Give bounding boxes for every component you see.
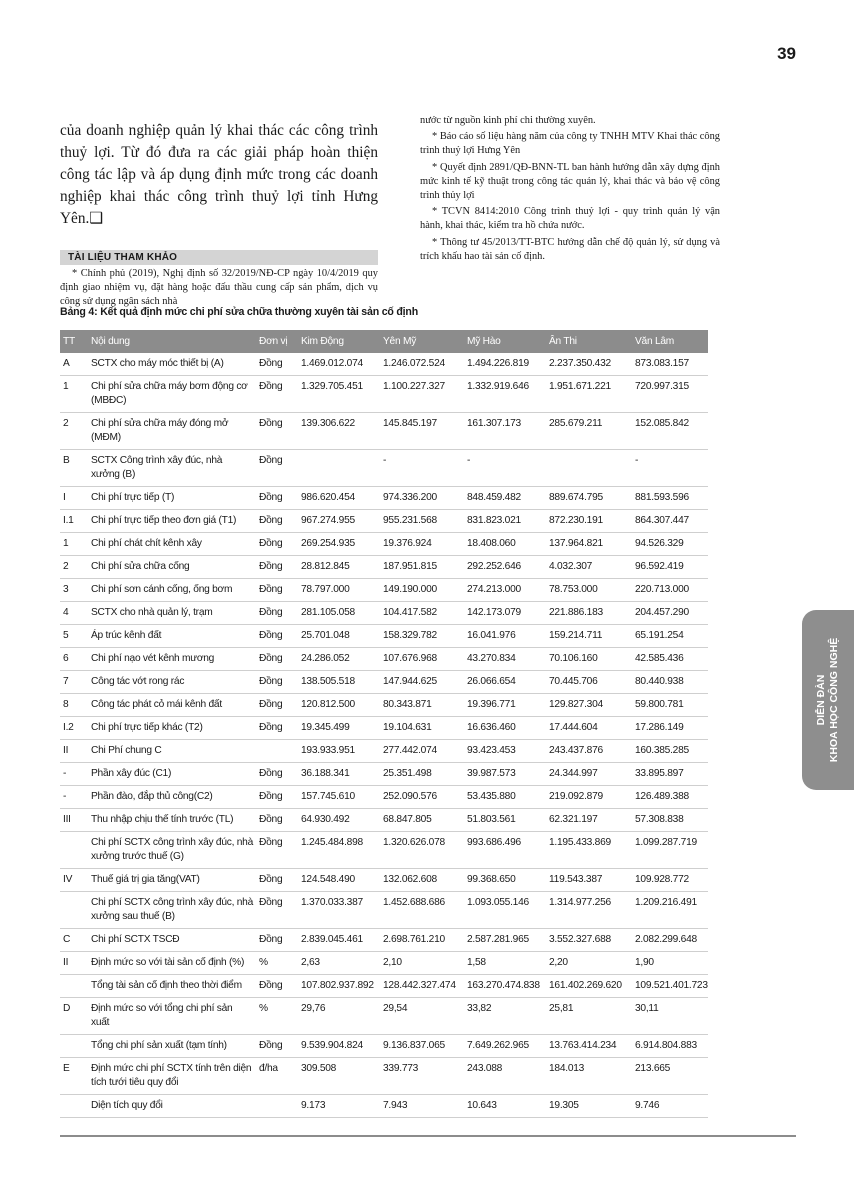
table-cell: Áp trúc kênh đất — [88, 625, 256, 648]
table-row — [60, 832, 708, 869]
table-cell: Đồng — [256, 1035, 298, 1058]
reference-item: * TCVN 8414:2010 Công trình thuỷ lợi - quy trình quản lý vận hành, khai thác, kiểm tra hồ chứa nước. — [420, 206, 720, 232]
table-cell: 7.649.262.965 — [464, 1035, 546, 1058]
table-cell: 1.246.072.524 — [380, 353, 464, 376]
table-cell: Đồng — [256, 556, 298, 579]
table-cell: 33.895.897 — [632, 763, 708, 786]
table-cell: 1,58 — [464, 952, 546, 975]
table-cell: 9.746 — [632, 1095, 708, 1118]
table-cell: 80.440.938 — [632, 671, 708, 694]
table-cell: 9.173 — [298, 1095, 380, 1118]
table-cell: Chi phí SCTX TSCĐ — [88, 929, 256, 952]
table-cell: 42.585.436 — [632, 648, 708, 671]
column-header: Mỹ Hào — [467, 336, 501, 347]
table-cell: 99.368.650 — [464, 869, 546, 892]
table-cell: - — [464, 450, 546, 487]
table-cell: 252.090.576 — [380, 786, 464, 809]
table-cell: SCTX Công trình xây đúc, nhà xưởng (B) — [88, 450, 256, 487]
table-cell: 139.306.622 — [298, 413, 380, 450]
table-cell: 864.307.447 — [632, 510, 708, 533]
table-cell: 161.402.269.620 — [546, 975, 632, 998]
table-cell — [60, 1095, 88, 1118]
table-cell: Đồng — [256, 353, 298, 376]
table-cell: Chi Phí chung C — [88, 740, 256, 763]
table-cell: 243.088 — [464, 1058, 546, 1095]
table-cell: Tổng tài sản cố định theo thời điểm — [88, 975, 256, 998]
table-cell — [60, 892, 88, 929]
table-row — [60, 1035, 708, 1058]
table-row — [60, 533, 708, 556]
table-cell: 13.763.414.234 — [546, 1035, 632, 1058]
table-cell: SCTX cho máy móc thiết bị (A) — [88, 353, 256, 376]
table-cell: 43.270.834 — [464, 648, 546, 671]
table-cell: 1.951.671.221 — [546, 376, 632, 413]
table-cell: Tổng chi phí sản xuất (tạm tính) — [88, 1035, 256, 1058]
table-cell: 221.886.183 — [546, 602, 632, 625]
table-cell: Đồng — [256, 694, 298, 717]
table-cell: 1 — [60, 533, 88, 556]
table-cell: B — [60, 450, 88, 487]
table-cell: I.2 — [60, 717, 88, 740]
table-cell: 1.329.705.451 — [298, 376, 380, 413]
table-cell: SCTX cho nhà quản lý, trạm — [88, 602, 256, 625]
table-cell: 62.321.197 — [546, 809, 632, 832]
table-cell: 5 — [60, 625, 88, 648]
table-cell: 30,11 — [632, 998, 708, 1035]
table-cell: 2,20 — [546, 952, 632, 975]
table-cell: 967.274.955 — [298, 510, 380, 533]
table-cell: 831.823.021 — [464, 510, 546, 533]
table-cell: 2 — [60, 556, 88, 579]
table-row — [60, 556, 708, 579]
table-cell: - — [60, 786, 88, 809]
table-cell: 29,76 — [298, 998, 380, 1035]
table-cell: 25,81 — [546, 998, 632, 1035]
table-cell: 2.082.299.648 — [632, 929, 708, 952]
table-cell: Đồng — [256, 533, 298, 556]
table-cell: 128.442.327.474 — [380, 975, 464, 998]
table-cell: 309.508 — [298, 1058, 380, 1095]
table-cell: Định mức chi phí SCTX tính trên diện tích tưới tiêu quy đổi — [88, 1058, 256, 1095]
table-cell: Chi phí trực tiếp (T) — [88, 487, 256, 510]
table-row — [60, 929, 708, 952]
table-cell: 285.679.211 — [546, 413, 632, 450]
table-row — [60, 487, 708, 510]
table-cell: 184.013 — [546, 1058, 632, 1095]
table-cell: 1,90 — [632, 952, 708, 975]
lead-paragraph: của doanh nghiệp quản lý khai thác các công trình thuỷ lợi. Từ đó đưa ra các giải pháp hoàn thiện công tác lập và áp dụng định mức trong các doanh nghiệp khai thác công trình thuỷ lợi tỉnh Hưng Yên.❑ — [60, 122, 378, 227]
table-cell: 220.713.000 — [632, 579, 708, 602]
table-cell: 137.964.821 — [546, 533, 632, 556]
table-cell: Thuế giá trị gia tăng(VAT) — [88, 869, 256, 892]
table-cell: 9.136.837.065 — [380, 1035, 464, 1058]
table-cell: 109.521.401.723 — [632, 975, 708, 998]
table-cell: Đồng — [256, 602, 298, 625]
table-cell: % — [256, 998, 298, 1035]
table-cell: 142.173.079 — [464, 602, 546, 625]
table-cell: 17.286.149 — [632, 717, 708, 740]
table-cell: 26.066.654 — [464, 671, 546, 694]
table-cell: 4.032.307 — [546, 556, 632, 579]
table-cell: 19.376.924 — [380, 533, 464, 556]
table-cell: 9.539.904.824 — [298, 1035, 380, 1058]
table-cell: Chi phí chát chít kênh xây — [88, 533, 256, 556]
table-cell: 78.753.000 — [546, 579, 632, 602]
table-row — [60, 975, 708, 998]
table-cell: 1.314.977.256 — [546, 892, 632, 929]
table-cell: Phần xây đúc (C1) — [88, 763, 256, 786]
table-row — [60, 413, 708, 450]
table-cell: III — [60, 809, 88, 832]
column-header: Kim Động — [301, 336, 344, 347]
table-cell: D — [60, 998, 88, 1035]
table-cell: 36.188.341 — [298, 763, 380, 786]
table-row — [60, 740, 708, 763]
table-cell: I — [60, 487, 88, 510]
table-cell: 109.928.772 — [632, 869, 708, 892]
table-cell: 107.802.937.892 — [298, 975, 380, 998]
table-row — [60, 763, 708, 786]
table-cell: 1.100.227.327 — [380, 376, 464, 413]
table-cell: 993.686.496 — [464, 832, 546, 869]
table-cell: 1 — [60, 376, 88, 413]
table-cell: 2.237.350.432 — [546, 353, 632, 376]
table-cell: 25.351.498 — [380, 763, 464, 786]
table-row — [60, 1058, 708, 1095]
table-cell — [256, 740, 298, 763]
table-row — [60, 625, 708, 648]
table-cell: Chi phí sơn cánh cống, ống bơm — [88, 579, 256, 602]
table-cell: 1.452.688.686 — [380, 892, 464, 929]
table-cell: 160.385.285 — [632, 740, 708, 763]
table-cell: 59.800.781 — [632, 694, 708, 717]
table-row — [60, 648, 708, 671]
table-cell: Đồng — [256, 763, 298, 786]
table-row — [60, 353, 708, 376]
table-cell: Định mức so với tài sản cố định (%) — [88, 952, 256, 975]
table-cell: 2.698.761.210 — [380, 929, 464, 952]
table-cell: 6.914.804.883 — [632, 1035, 708, 1058]
table-cell: 33,82 — [464, 998, 546, 1035]
table-cell: 129.827.304 — [546, 694, 632, 717]
table-cell: Đồng — [256, 487, 298, 510]
table-cell: 152.085.842 — [632, 413, 708, 450]
table-cell: 274.213.000 — [464, 579, 546, 602]
table-cell: 16.041.976 — [464, 625, 546, 648]
table-cell: 2.587.281.965 — [464, 929, 546, 952]
table-cell: 65.191.254 — [632, 625, 708, 648]
table-cell: 2,63 — [298, 952, 380, 975]
table-cell: Chi phí nạo vét kênh mương — [88, 648, 256, 671]
table-cell: 70.445.706 — [546, 671, 632, 694]
table-cell: 1.320.626.078 — [380, 832, 464, 869]
table-row — [60, 998, 708, 1035]
table-cell: Đồng — [256, 648, 298, 671]
table-cell: 132.062.608 — [380, 869, 464, 892]
table-row — [60, 579, 708, 602]
reference-item: nước từ nguồn kinh phí chi thường xuyên. — [420, 115, 596, 126]
table-cell: 78.797.000 — [298, 579, 380, 602]
table-cell: 1.494.226.819 — [464, 353, 546, 376]
table-cell: Đồng — [256, 809, 298, 832]
table-cell: 19.345.499 — [298, 717, 380, 740]
table-cell: 277.442.074 — [380, 740, 464, 763]
table-cell: Đồng — [256, 832, 298, 869]
table-cell: Đồng — [256, 450, 298, 487]
table-cell: 68.847.805 — [380, 809, 464, 832]
column-header: Nội dung — [91, 336, 130, 347]
table-cell: 1.195.433.869 — [546, 832, 632, 869]
table-cell: 159.214.711 — [546, 625, 632, 648]
table-row — [60, 376, 708, 413]
table-cell — [60, 975, 88, 998]
table-cell: 193.933.951 — [298, 740, 380, 763]
table-cell: Công tác vớt rong rác — [88, 671, 256, 694]
bottom-divider — [60, 1135, 796, 1137]
table-cell: Đồng — [256, 510, 298, 533]
table-cell: 2,10 — [380, 952, 464, 975]
table-row — [60, 869, 708, 892]
table-cell: 18.408.060 — [464, 533, 546, 556]
table-cell: A — [60, 353, 88, 376]
table-cell: Đồng — [256, 413, 298, 450]
table-cell: Đồng — [256, 929, 298, 952]
table-cell: Đồng — [256, 625, 298, 648]
table-cell: 19.396.771 — [464, 694, 546, 717]
table-cell: Đồng — [256, 786, 298, 809]
table-cell: 157.745.610 — [298, 786, 380, 809]
table-cell: 104.417.582 — [380, 602, 464, 625]
table-body — [60, 353, 708, 1118]
table-cell: 4 — [60, 602, 88, 625]
table-row — [60, 694, 708, 717]
table-cell — [60, 1035, 88, 1058]
table-cell — [60, 832, 88, 869]
table-cell: 955.231.568 — [380, 510, 464, 533]
table-cell: 25.701.048 — [298, 625, 380, 648]
table-cell: 24.344.997 — [546, 763, 632, 786]
column-header: Yên Mỹ — [383, 336, 417, 347]
table-cell: Chi phí sửa chữa máy đóng mở (MĐM) — [88, 413, 256, 450]
table-cell: 269.254.935 — [298, 533, 380, 556]
table-cell: 53.435.880 — [464, 786, 546, 809]
column-header: Đơn vị — [259, 336, 288, 347]
table-cell: 243.437.876 — [546, 740, 632, 763]
table-cell — [546, 450, 632, 487]
table-cell: 163.270.474.838 — [464, 975, 546, 998]
table-cell: 881.593.596 — [632, 487, 708, 510]
table-cell: 219.092.879 — [546, 786, 632, 809]
column-header: Văn Lâm — [635, 336, 675, 347]
table-cell: 720.997.315 — [632, 376, 708, 413]
table-cell: Công tác phát cỏ mái kênh đất — [88, 694, 256, 717]
column-header: TT — [63, 336, 75, 347]
table-cell: Phần đào, đắp thủ công(C2) — [88, 786, 256, 809]
table-cell: 1.370.033.387 — [298, 892, 380, 929]
reference-item: * Chính phủ (2019), Nghị định số 32/2019/NĐ-CP ngày 10/4/2019 quy định giao nhiệm vụ, đặt hàng hoặc đấu thầu cung cấp sản phẩm, dịch vụ công sử dụng ngân sách nhà — [60, 268, 378, 308]
table-cell: E — [60, 1058, 88, 1095]
table-cell: - — [60, 763, 88, 786]
table-cell: 24.286.052 — [298, 648, 380, 671]
table-row — [60, 717, 708, 740]
table-cell: 70.106.160 — [546, 648, 632, 671]
table-cell: 19.104.631 — [380, 717, 464, 740]
table-cell: 1.332.919.646 — [464, 376, 546, 413]
table-cell: 126.489.388 — [632, 786, 708, 809]
table-cell: 7 — [60, 671, 88, 694]
table-cell: Đồng — [256, 717, 298, 740]
table-cell: 889.674.795 — [546, 487, 632, 510]
table-cell: 2 — [60, 413, 88, 450]
table-cell: 119.543.387 — [546, 869, 632, 892]
table-cell: 873.083.157 — [632, 353, 708, 376]
table-cell: Chi phí SCTX công trình xây đúc, nhà xưởng trước thuế (G) — [88, 832, 256, 869]
table-cell: đ/ha — [256, 1058, 298, 1095]
table-cell: 3.552.327.688 — [546, 929, 632, 952]
section-side-tab — [802, 610, 854, 790]
table-row — [60, 671, 708, 694]
table-cell: 28.812.845 — [298, 556, 380, 579]
table-cell: 281.105.058 — [298, 602, 380, 625]
table-cell: 39.987.573 — [464, 763, 546, 786]
table-cell: 107.676.968 — [380, 648, 464, 671]
table-cell: 96.592.419 — [632, 556, 708, 579]
reference-item: * Báo cáo số liệu hàng năm của công ty TNHH MTV Khai thác công trình thuỷ lợi Hưng Yên — [420, 131, 720, 157]
table-cell: 339.773 — [380, 1058, 464, 1095]
table-cell: Chi phí sửa chữa máy bơm động cơ (MBĐC) — [88, 376, 256, 413]
table-cell: % — [256, 952, 298, 975]
table-cell: 292.252.646 — [464, 556, 546, 579]
table-cell: IV — [60, 869, 88, 892]
table-cell: 138.505.518 — [298, 671, 380, 694]
right-column — [420, 112, 720, 264]
table-cell: Đồng — [256, 869, 298, 892]
column-header: Ân Thi — [549, 336, 577, 347]
table-cell: Đồng — [256, 975, 298, 998]
table-cell: 1.093.055.146 — [464, 892, 546, 929]
table-cell: Định mức so với tổng chi phí sản xuất — [88, 998, 256, 1035]
references-heading: TÀI LIỆU THAM KHẢO — [60, 250, 378, 265]
table-cell: 124.548.490 — [298, 869, 380, 892]
table-row — [60, 1095, 708, 1118]
table-cell: 1.099.287.719 — [632, 832, 708, 869]
table-cell: Chi phí trực tiếp khác (T2) — [88, 717, 256, 740]
table-cell: Thu nhập chịu thế tính trước (TL) — [88, 809, 256, 832]
left-column — [60, 120, 378, 310]
table-cell: 213.665 — [632, 1058, 708, 1095]
table-cell: II — [60, 740, 88, 763]
table-cell: Chi phí SCTX công trình xây đúc, nhà xưởng sau thuế (B) — [88, 892, 256, 929]
table-cell: 6 — [60, 648, 88, 671]
table-cell: Đồng — [256, 892, 298, 929]
table-cell: 3 — [60, 579, 88, 602]
table-cell: 149.190.000 — [380, 579, 464, 602]
table-row — [60, 450, 708, 487]
table-cell: 158.329.782 — [380, 625, 464, 648]
reference-item: * Quyết định 2891/QĐ-BNN-TL ban hành hướng dẫn xây dựng định mức kinh tế kỹ thuật trong công tác quản lý, khai thác và bảo vệ công trình thủy lợi — [420, 161, 720, 202]
table-cell: 16.636.460 — [464, 717, 546, 740]
table-cell: - — [380, 450, 464, 487]
page-number: 39 — [777, 44, 796, 63]
table-cell: 1.209.216.491 — [632, 892, 708, 929]
table-cell — [298, 450, 380, 487]
table-cell: - — [632, 450, 708, 487]
table-cell: 872.230.191 — [546, 510, 632, 533]
table-title: Bảng 4: Kết quả định mức chi phí sửa chữa thường xuyên tài sản cố định — [60, 306, 418, 318]
table-cell: 93.423.453 — [464, 740, 546, 763]
side-tab-line-1: DIỄN ĐÀN — [815, 674, 827, 726]
table-cell: 7.943 — [380, 1095, 464, 1118]
table-row — [60, 786, 708, 809]
table-row — [60, 892, 708, 929]
table-cell: 17.444.604 — [546, 717, 632, 740]
table-cell: C — [60, 929, 88, 952]
table-cell: II — [60, 952, 88, 975]
table-row — [60, 809, 708, 832]
table-cell: 94.526.329 — [632, 533, 708, 556]
table-cell: 2.839.045.461 — [298, 929, 380, 952]
table-cell: I.1 — [60, 510, 88, 533]
table-cell: Chi phí trực tiếp theo đơn giá (T1) — [88, 510, 256, 533]
reference-item: * Thông tư 45/2013/TT-BTC hướng dẫn chế độ quản lý, sử dụng và trích khấu hao tài sản cố định. — [420, 236, 720, 262]
table-cell: 204.457.290 — [632, 602, 708, 625]
table-row — [60, 510, 708, 533]
table-cell: 848.459.482 — [464, 487, 546, 510]
table-cell: Đồng — [256, 671, 298, 694]
table-cell: Chi phí sửa chữa cống — [88, 556, 256, 579]
side-tab-line-2: KHOA HỌC CÔNG NGHỆ — [828, 637, 840, 763]
table-cell: 161.307.173 — [464, 413, 546, 450]
table-cell: 187.951.815 — [380, 556, 464, 579]
table-cell: 8 — [60, 694, 88, 717]
table-row — [60, 952, 708, 975]
table-cell: 1.469.012.074 — [298, 353, 380, 376]
table-cell: 145.845.197 — [380, 413, 464, 450]
table-cell: 974.336.200 — [380, 487, 464, 510]
table-header-row — [60, 330, 708, 353]
table-row — [60, 602, 708, 625]
table-cell: 80.343.871 — [380, 694, 464, 717]
table-cell: 120.812.500 — [298, 694, 380, 717]
table-cell: 29,54 — [380, 998, 464, 1035]
table-cell: 10.643 — [464, 1095, 546, 1118]
table-cell: 986.620.454 — [298, 487, 380, 510]
table-cell: Đồng — [256, 579, 298, 602]
table-cell: 147.944.625 — [380, 671, 464, 694]
cost-norm-table — [60, 330, 708, 1118]
table-cell: Đồng — [256, 376, 298, 413]
table-cell: 19.305 — [546, 1095, 632, 1118]
table-cell: 64.930.492 — [298, 809, 380, 832]
table-cell: 1.245.484.898 — [298, 832, 380, 869]
side-tab-label — [815, 638, 841, 762]
table-cell — [256, 1095, 298, 1118]
table-cell: 57.308.838 — [632, 809, 708, 832]
table-cell: Diện tích quy đổi — [88, 1095, 256, 1118]
table-cell: 51.803.561 — [464, 809, 546, 832]
